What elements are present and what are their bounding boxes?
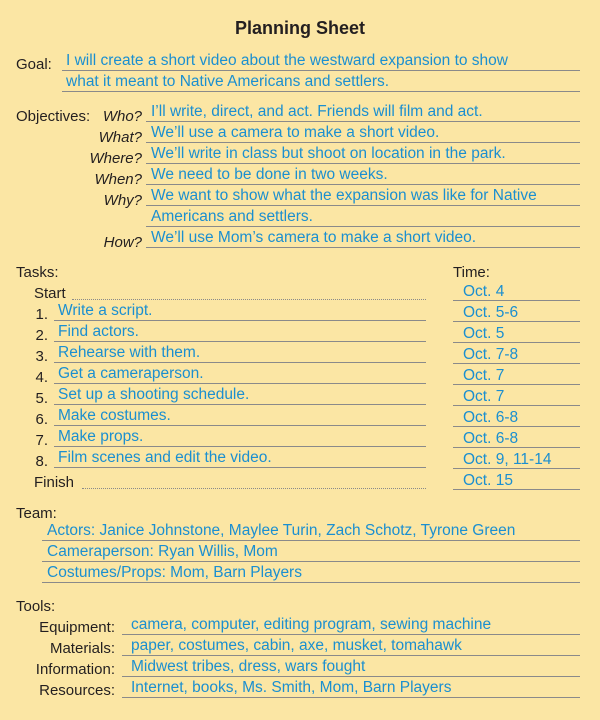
task-rule bbox=[54, 320, 426, 321]
tool-label: Information: bbox=[35, 661, 115, 678]
task-dots bbox=[72, 299, 426, 300]
time-rule bbox=[453, 321, 580, 322]
tool-label: Resources: bbox=[39, 682, 115, 699]
objective-question-when: When? bbox=[94, 171, 142, 188]
task-time: Oct. 6-8 bbox=[463, 430, 519, 447]
tool-rule bbox=[122, 634, 580, 635]
task-time: Oct. 7 bbox=[463, 367, 505, 384]
objective-answer-why-cont: Americans and settlers. bbox=[151, 208, 313, 225]
objective-answer-why: We want to show what the expansion was like for Native bbox=[151, 187, 537, 204]
time-rule bbox=[453, 342, 580, 343]
time-rule bbox=[453, 363, 580, 364]
task-number: 6. bbox=[35, 411, 48, 428]
task-dots bbox=[82, 488, 426, 489]
task-number: 7. bbox=[35, 432, 48, 449]
objective-rule bbox=[146, 184, 580, 185]
task-number: 2. bbox=[35, 327, 48, 344]
tool-rule bbox=[122, 655, 580, 656]
tool-label: Materials: bbox=[49, 640, 115, 657]
tool-rule bbox=[122, 676, 580, 677]
task-text: Write a script. bbox=[58, 302, 153, 319]
task-time: Oct. 5-6 bbox=[463, 304, 519, 321]
task-time: Oct. 6-8 bbox=[463, 409, 519, 426]
task-text: Make props. bbox=[58, 428, 144, 445]
tool-value: camera, computer, editing program, sewing machine bbox=[131, 616, 492, 633]
time-label: Time: bbox=[453, 264, 490, 281]
objective-question-how: How? bbox=[103, 234, 142, 251]
task-rule bbox=[54, 362, 426, 363]
objective-answer-how: We’ll use Mom’s camera to make a short video. bbox=[151, 229, 477, 246]
team-rule bbox=[42, 582, 580, 583]
time-rule bbox=[453, 447, 580, 448]
task-start-time: Oct. 4 bbox=[463, 283, 505, 300]
task-number: 4. bbox=[35, 369, 48, 386]
task-rule bbox=[54, 341, 426, 342]
objective-rule bbox=[146, 205, 580, 206]
task-text: Film scenes and edit the video. bbox=[58, 449, 272, 466]
task-rule bbox=[54, 425, 426, 426]
tool-label: Equipment: bbox=[39, 619, 115, 636]
task-text: Set up a shooting schedule. bbox=[58, 386, 250, 403]
tool-value: paper, costumes, cabin, axe, musket, tomahawk bbox=[131, 637, 462, 654]
task-start-label: Start bbox=[34, 285, 66, 302]
objective-question-why: Why? bbox=[103, 192, 142, 209]
task-finish-label: Finish bbox=[34, 474, 75, 491]
objective-question-who: Who? bbox=[102, 108, 142, 125]
goal-label: Goal: bbox=[16, 56, 52, 73]
task-text: Find actors. bbox=[58, 323, 139, 340]
time-rule bbox=[453, 300, 580, 301]
team-line: Costumes/Props: Mom, Barn Players bbox=[47, 564, 302, 581]
objectives-label: Objectives: bbox=[16, 108, 91, 125]
objective-answer-what: We’ll use a camera to make a short video. bbox=[151, 124, 440, 141]
goal-rule-1 bbox=[62, 70, 580, 71]
goal-line-2: what it meant to Native Americans and settlers. bbox=[66, 73, 390, 90]
task-time: Oct. 5 bbox=[463, 325, 505, 342]
team-rule bbox=[42, 540, 580, 541]
objective-rule bbox=[146, 247, 580, 248]
objective-question-where: Where? bbox=[89, 150, 142, 167]
team-rule bbox=[42, 561, 580, 562]
objective-rule bbox=[146, 163, 580, 164]
objective-answer-when: We need to be done in two weeks. bbox=[151, 166, 388, 183]
objective-answer-who: I’ll write, direct, and act. Friends will film and act. bbox=[151, 103, 483, 120]
time-rule bbox=[453, 468, 580, 469]
time-rule bbox=[453, 384, 580, 385]
task-rule bbox=[54, 383, 426, 384]
task-time: Oct. 7 bbox=[463, 388, 505, 405]
tool-rule bbox=[122, 697, 580, 698]
task-text: Get a cameraperson. bbox=[58, 365, 204, 382]
task-text: Make costumes. bbox=[58, 407, 171, 424]
task-number: 5. bbox=[35, 390, 48, 407]
task-number: 8. bbox=[35, 453, 48, 470]
tasks-label: Tasks: bbox=[16, 264, 59, 281]
team-line: Actors: Janice Johnstone, Maylee Turin, Zach Schotz, Tyrone Green bbox=[47, 522, 516, 539]
task-rule bbox=[54, 446, 426, 447]
objective-rule bbox=[146, 121, 580, 122]
tools-label: Tools: bbox=[16, 598, 56, 615]
task-number: 3. bbox=[35, 348, 48, 365]
time-rule bbox=[453, 489, 580, 490]
task-text: Rehearse with them. bbox=[58, 344, 201, 361]
team-line: Cameraperson: Ryan Willis, Mom bbox=[47, 543, 278, 560]
task-rule bbox=[54, 467, 426, 468]
time-rule bbox=[453, 405, 580, 406]
goal-line-1: I will create a short video about the westward expansion to show bbox=[66, 52, 508, 69]
time-rule bbox=[453, 426, 580, 427]
task-finish-time: Oct. 15 bbox=[463, 472, 513, 489]
tool-value: Internet, books, Ms. Smith, Mom, Barn Players bbox=[131, 679, 452, 696]
objective-answer-where: We’ll write in class but shoot on location in the park. bbox=[151, 145, 506, 162]
task-time: Oct. 9, 11-14 bbox=[463, 451, 552, 468]
task-rule bbox=[54, 404, 426, 405]
objective-rule bbox=[146, 142, 580, 143]
tool-value: Midwest tribes, dress, wars fought bbox=[131, 658, 366, 675]
goal-rule-2 bbox=[62, 91, 580, 92]
page-title: Planning Sheet bbox=[234, 18, 366, 38]
team-label: Team: bbox=[16, 505, 57, 522]
task-number: 1. bbox=[35, 306, 48, 323]
objective-rule bbox=[146, 226, 580, 227]
task-time: Oct. 7-8 bbox=[463, 346, 519, 363]
objective-question-what: What? bbox=[98, 129, 142, 146]
